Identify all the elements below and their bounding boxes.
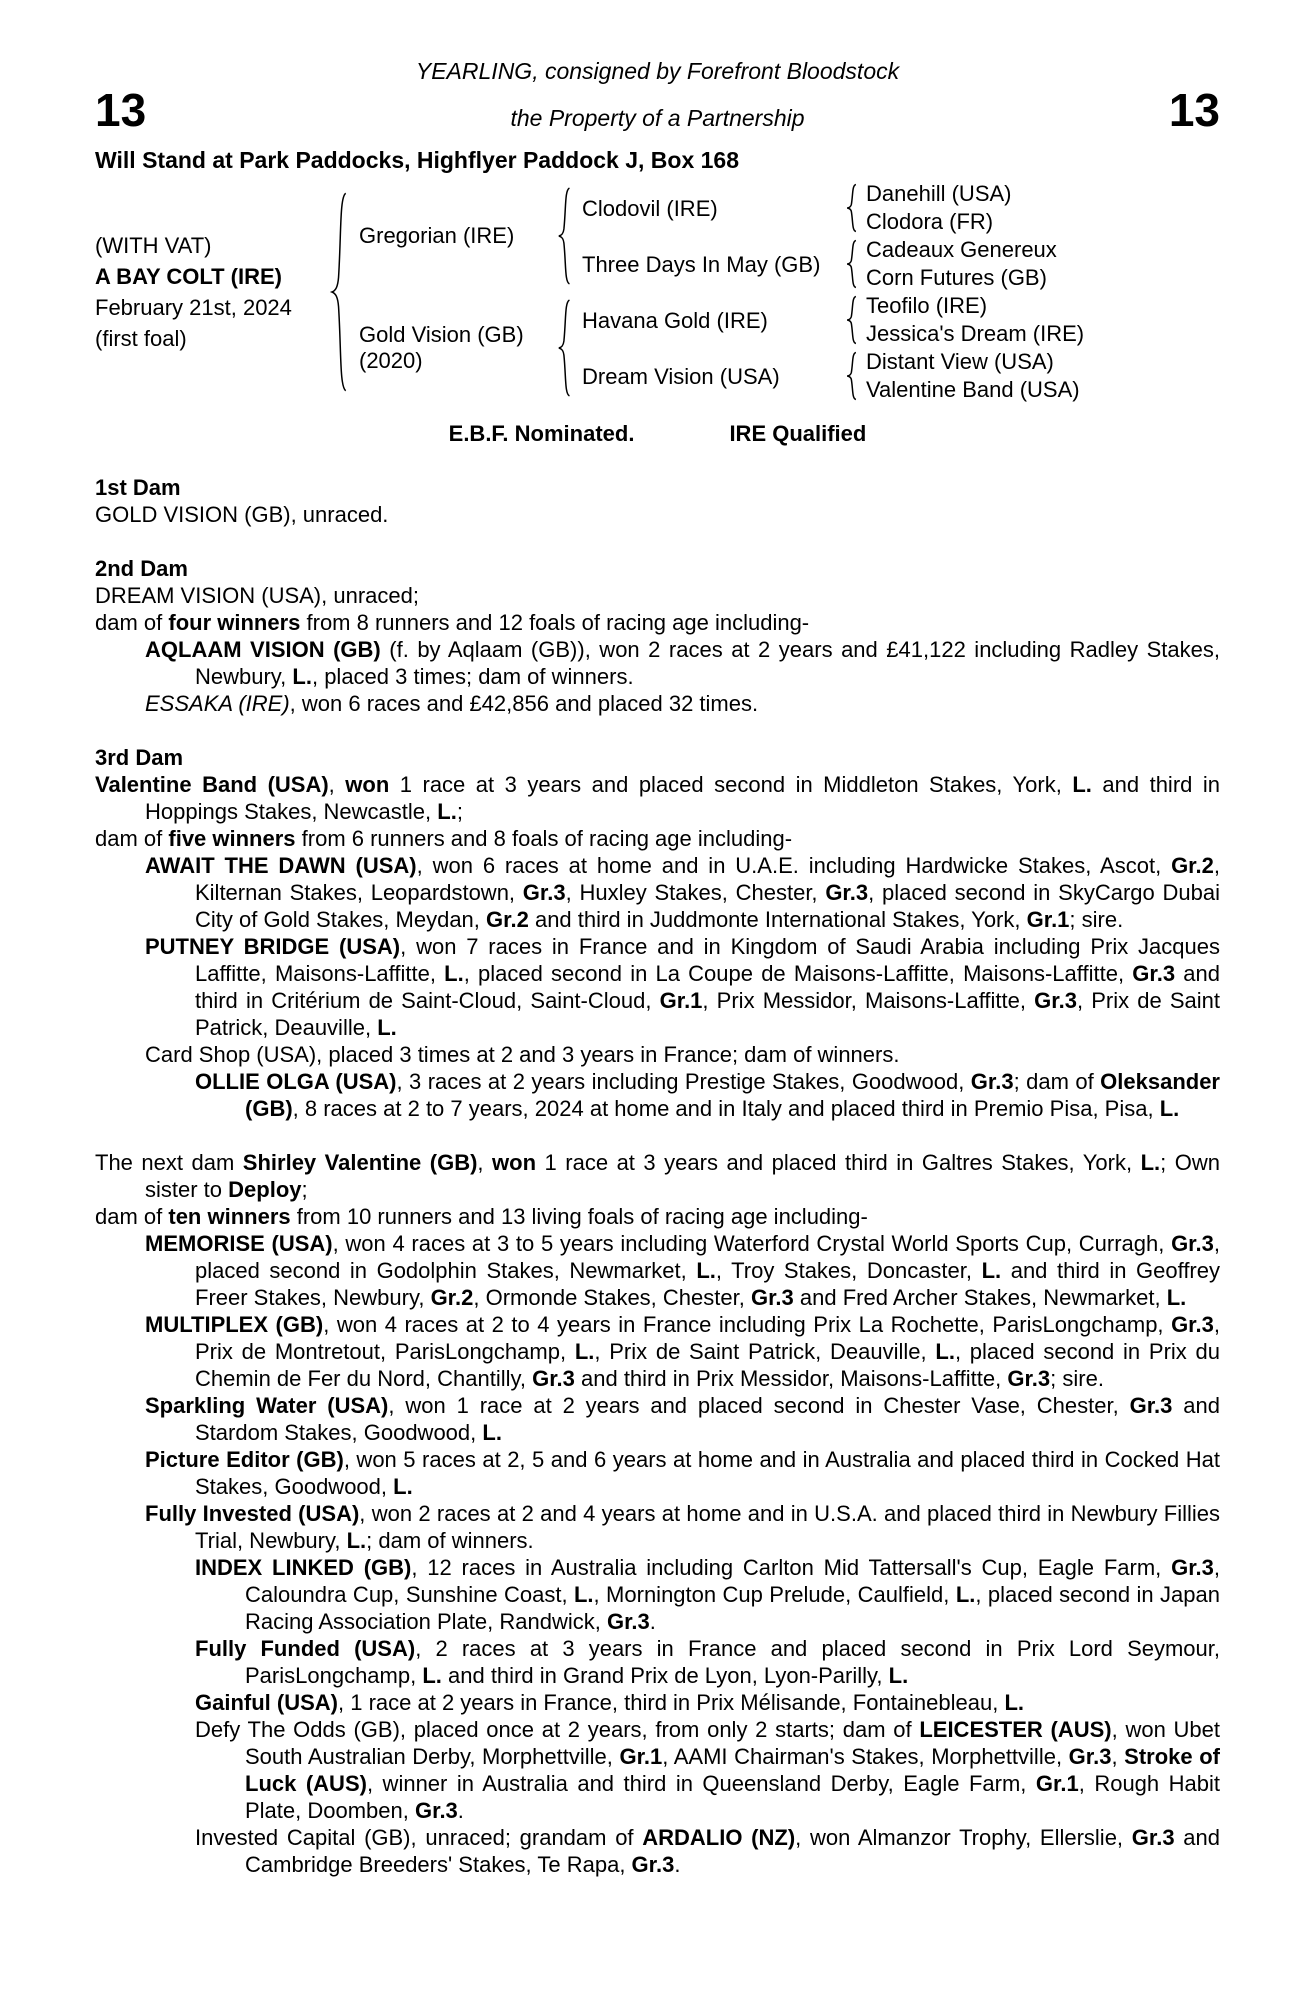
granddam-name: Three Days In May (GB)	[582, 251, 821, 277]
text-run: Gr.3	[631, 1852, 675, 1877]
text-run: ;	[456, 799, 463, 824]
text-run: , Kilternan Stakes, Leopardstown,	[195, 853, 1220, 905]
text-run: INDEX LINKED (GB)	[195, 1555, 412, 1580]
dam-name-text: Gold Vision (GB)	[359, 322, 524, 347]
foal-note: (first foal)	[95, 326, 187, 351]
text-run: L.	[935, 1339, 955, 1364]
text-run: ,	[328, 772, 346, 797]
text-run: , won 6 races at home and in U.A.E. including Hardwicke Stakes, Ascot,	[416, 853, 1172, 878]
pedigree-paragraph	[95, 1068, 1220, 1122]
dam-section	[95, 474, 1220, 528]
pedigree-paragraph	[95, 1311, 1220, 1392]
consignor-line: YEARLING, consigned by Forefront Bloodstock	[415, 58, 900, 84]
vat-note: (WITH VAT)	[95, 233, 212, 258]
text-run: from 6 runners and 8 foals of racing age including-	[295, 826, 793, 851]
text-run: and third in Grand Prix de Lyon, Lyon-Parilly,	[441, 1663, 889, 1688]
text-run: L.	[377, 1015, 397, 1040]
pedigree-paragraph	[95, 771, 1220, 825]
text-run: , AAMI Chairman's Stakes, Morphettville,	[662, 1744, 1069, 1769]
text-run: , 1 race at 2 years in France, third in Prix Mélisande, Fontainebleau,	[338, 1690, 1005, 1715]
text-run: Gr.3	[1171, 1231, 1214, 1256]
text-run: L.	[393, 1474, 413, 1499]
pedigree-paragraph	[95, 582, 1220, 609]
section-heading: 3rd Dam	[95, 745, 184, 770]
text-run: , Mornington Cup Prelude, Caulfield,	[593, 1582, 956, 1607]
text-run: AQLAAM VISION (GB)	[145, 637, 381, 662]
sire-parents	[572, 180, 1057, 292]
text-run: Gr.2	[1171, 853, 1214, 878]
text-run: Gr.3	[1007, 1366, 1051, 1391]
pedigree-paragraph	[95, 1041, 1220, 1068]
text-run: L.	[1004, 1690, 1025, 1715]
text-run: , placed second in Prix du Chemin de Fer du Nord, Chantilly,	[195, 1339, 1220, 1391]
text-run: (f. by Aqlaam (GB)), won 2 races at 2 years and £41,122 including Radley Stakes, Newbury,	[195, 637, 1220, 689]
text-run: , Rough Habit Plate, Doomben,	[245, 1771, 1220, 1823]
text-run: MULTIPLEX (GB)	[145, 1312, 324, 1337]
text-run: ;	[301, 1177, 308, 1202]
granddam-block	[572, 236, 1057, 292]
text-run: , Prix de Saint Patrick, Deauville,	[195, 988, 1220, 1040]
second-dam-block	[572, 348, 1084, 404]
text-run: and third in Critérium de Saint-Cloud, Saint-Cloud,	[195, 961, 1220, 1013]
text-run: , 12 races in Australia including Carlton Mid Tattersall's Cup, Eagle Farm,	[411, 1555, 1172, 1580]
text-run: L.	[346, 1528, 367, 1553]
text-run: , Prix de Saint Patrick, Deauville,	[594, 1339, 936, 1364]
sire-name	[349, 223, 555, 249]
text-run: and third in Hoppings Stakes, Newcastle,	[145, 772, 1220, 824]
text-run: from 10 runners and 13 living foals of racing age including-	[290, 1204, 868, 1229]
dam-block	[349, 292, 1084, 404]
text-run: , won Almanzor Trophy, Ellerslie,	[795, 1825, 1132, 1850]
text-run: Gr.3	[1171, 1555, 1214, 1580]
text-run: ,	[477, 1150, 493, 1175]
brace-icon	[844, 351, 858, 401]
text-run: Sparkling Water (USA)	[145, 1393, 389, 1418]
text-run: MEMORISE (USA)	[145, 1231, 333, 1256]
text-run: Gr.2	[430, 1285, 474, 1310]
text-run: , won Ubet South Australian Derby, Morphettville,	[245, 1717, 1220, 1769]
text-run: , Caloundra Cup, Sunshine Coast,	[245, 1555, 1221, 1607]
lot-number-right: 13	[1168, 84, 1220, 136]
text-run: ,	[1111, 1744, 1125, 1769]
text-run: , won 7 races in France and in Kingdom of Saudi Arabia including Prix Jacques Laffitte, Maisons-Laffitte,	[195, 934, 1220, 986]
text-run: L.	[1166, 1285, 1187, 1310]
text-run: Fully Invested (USA)	[145, 1501, 360, 1526]
text-run: Shirley Valentine (GB)	[242, 1150, 478, 1175]
text-run: ten winners	[168, 1204, 291, 1229]
great-grandparent-name: Teofilo (IRE)	[866, 293, 988, 318]
text-run: dam of	[95, 610, 169, 635]
pedigree-paragraph	[95, 636, 1220, 690]
damsire-block	[572, 292, 1084, 348]
pedigree-parents	[349, 180, 1084, 404]
text-run: ARDALIO (NZ)	[642, 1825, 796, 1850]
grandsire-block	[572, 180, 1057, 236]
lot-number-left: 13	[95, 84, 147, 136]
text-run: Gr.3	[1034, 988, 1077, 1013]
text-run: AWAIT THE DAWN (USA)	[145, 853, 417, 878]
text-run: Valentine Band (USA)	[95, 772, 329, 797]
text-run: four winners	[168, 610, 301, 635]
text-run: Gr.3	[606, 1609, 650, 1634]
text-run: L.	[888, 1663, 909, 1688]
great-grandparent-name: Danehill (USA)	[866, 181, 1012, 206]
text-run: Gr.3	[532, 1366, 575, 1391]
text-run: L.	[292, 664, 312, 689]
dam-section	[95, 555, 1220, 717]
text-run: , winner in Australia and third in Queensland Derby, Eagle Farm,	[366, 1771, 1036, 1796]
text-run: ; sire.	[1069, 907, 1124, 932]
text-run: , 3 races at 2 years including Prestige Stakes, Goodwood,	[396, 1069, 971, 1094]
text-run: and third in Geoffrey Freer Stakes, Newbury,	[195, 1258, 1220, 1310]
text-run: Gr.3	[1132, 961, 1176, 986]
text-run: The next dam	[95, 1150, 243, 1175]
text-run: L.	[444, 961, 464, 986]
text-run: Gr.3	[1129, 1393, 1173, 1418]
page-content	[95, 58, 1220, 1878]
pedigree-paragraph	[95, 1554, 1220, 1635]
text-run: , placed 3 times; dam of winners.	[311, 664, 634, 689]
text-run: OLLIE OLGA (USA)	[195, 1069, 397, 1094]
text-run: .	[457, 1798, 464, 1823]
ire-qualified-label: IRE Qualified	[729, 421, 867, 446]
text-run: , placed second in Japan Racing Association Plate, Randwick,	[245, 1582, 1220, 1634]
brace-icon	[327, 187, 349, 397]
text-run: Gr.3	[1171, 1312, 1214, 1337]
text-run: and third in Juddmonte International Stakes, York,	[528, 907, 1027, 932]
property-line: the Property of a Partnership	[510, 105, 805, 131]
brace-icon	[844, 239, 858, 289]
text-run: Defy The Odds (GB), placed once at 2 years, from only 2 starts; dam of	[195, 1717, 920, 1742]
text-run: PUTNEY BRIDGE (USA)	[145, 934, 401, 959]
dam-year-text: (2020)	[359, 348, 423, 373]
text-run: , won 4 races at 3 to 5 years including Waterford Crystal World Sports Cup, Curragh,	[332, 1231, 1172, 1256]
second-dam-name: Dream Vision (USA)	[582, 363, 780, 389]
animal-info	[95, 230, 327, 354]
text-run: Gr.3	[522, 880, 566, 905]
text-run: Fully Funded (USA)	[195, 1636, 416, 1661]
brace-icon	[555, 185, 572, 287]
great-grandparents	[858, 180, 1012, 236]
pedigree-table	[95, 180, 1220, 404]
great-grandparents	[858, 348, 1080, 404]
text-run: , won 1 race at 2 years and placed second in Chester Vase, Chester,	[388, 1393, 1130, 1418]
text-run: , 2 races at 3 years in France and placed second in Prix Lord Seymour, ParisLongchamp,	[245, 1636, 1220, 1688]
text-run: Gr.3	[1068, 1744, 1112, 1769]
sire-block	[349, 180, 1084, 292]
pedigree-paragraph	[95, 933, 1220, 1041]
text-run: L.	[437, 799, 457, 824]
pedigree-paragraph	[95, 1446, 1220, 1500]
pedigree-paragraph	[95, 1500, 1220, 1554]
section-heading: 1st Dam	[95, 475, 181, 500]
text-run: , won 4 races at 2 to 4 years in France including Prix La Rochette, ParisLongchamp,	[323, 1312, 1172, 1337]
catalog-body	[95, 474, 1220, 1878]
ebf-nominated-label: E.B.F. Nominated.	[448, 421, 635, 446]
foal-date: February 21st, 2024	[95, 295, 292, 320]
text-run: , won 5 races at 2, 5 and 6 years at home and in Australia and placed third in Cocked Hat Stakes, Goodwood,	[195, 1447, 1221, 1499]
pedigree-paragraph	[95, 1635, 1220, 1689]
text-run: , Ormonde Stakes, Chester,	[473, 1285, 751, 1310]
text-run: , Prix de Montretout, ParisLongchamp,	[195, 1312, 1220, 1364]
sire-name-text: Gregorian (IRE)	[359, 223, 515, 248]
pedigree-paragraph	[95, 852, 1220, 933]
text-run: L.	[1140, 1150, 1161, 1175]
stand-location-line: Will Stand at Park Paddocks, Highflyer Paddock J, Box 168	[95, 147, 739, 173]
text-run: .	[649, 1609, 656, 1634]
text-run: ; dam of winners.	[366, 1528, 534, 1553]
great-grandparents	[858, 292, 1084, 348]
brace-icon	[844, 183, 858, 233]
text-run: Gr.3	[970, 1069, 1014, 1094]
text-run: Gr.1	[619, 1744, 663, 1769]
text-run: L.	[573, 1582, 594, 1607]
pedigree-paragraph	[95, 1716, 1220, 1824]
text-run: won	[492, 1150, 537, 1175]
text-run: DREAM VISION (USA), unraced;	[95, 583, 419, 608]
text-run: L.	[422, 1663, 442, 1688]
text-run: L.	[1072, 772, 1092, 797]
pedigree-paragraph	[95, 609, 1220, 636]
text-run: Gr.3	[750, 1285, 794, 1310]
text-run: L.	[1159, 1096, 1180, 1121]
great-grandparent-name: Cadeaux Genereux	[866, 237, 1057, 262]
text-run: and Cambridge Breeders' Stakes, Te Rapa,	[245, 1825, 1220, 1877]
great-grandparent-name: Valentine Band (USA)	[866, 377, 1080, 402]
text-run: Gr.3	[825, 880, 869, 905]
dam-section	[95, 744, 1220, 1122]
text-run: ; dam of	[1013, 1069, 1101, 1094]
text-run: Picture Editor (GB)	[145, 1447, 344, 1472]
pedigree-paragraph	[95, 825, 1220, 852]
pedigree-paragraph	[95, 1392, 1220, 1446]
text-run: Oleksander (GB)	[245, 1069, 1220, 1121]
text-run: , Troy Stakes, Doncaster,	[715, 1258, 982, 1283]
text-run: Gr.1	[1035, 1771, 1079, 1796]
pedigree-paragraph	[95, 1230, 1220, 1311]
text-run: five winners	[168, 826, 296, 851]
text-run: and third in Prix Messidor, Maisons-Laffitte,	[574, 1366, 1008, 1391]
text-run: and Stardom Stakes, Goodwood,	[195, 1393, 1220, 1445]
text-run: Stroke of Luck (AUS)	[245, 1744, 1220, 1796]
text-run: 1 race at 3 years and placed second in Middleton Stakes, York,	[389, 772, 1073, 797]
text-run: Gr.1	[1026, 907, 1070, 932]
dam-parents	[572, 292, 1084, 404]
text-run: won	[345, 772, 390, 797]
text-run: .	[674, 1852, 681, 1877]
text-run: Gr.2	[486, 907, 529, 932]
animal-name: A BAY COLT (IRE)	[95, 264, 283, 289]
text-run: , won 6 races and £42,856 and placed 32 times.	[289, 691, 759, 716]
text-run: ; sire.	[1050, 1366, 1104, 1391]
text-run: L.	[482, 1420, 502, 1445]
text-run: dam of	[95, 1204, 169, 1229]
text-run: 1 race at 3 years and placed third in Galtres Stakes, York,	[536, 1150, 1141, 1175]
text-run: LEICESTER (AUS)	[919, 1717, 1112, 1742]
text-run: GOLD VISION (GB), unraced.	[95, 502, 389, 527]
text-run: Gr.3	[1131, 1825, 1175, 1850]
grandsire-name: Clodovil (IRE)	[582, 195, 718, 221]
brace-icon	[555, 297, 572, 399]
pedigree-paragraph	[95, 1689, 1220, 1716]
great-grandparent-name: Jessica's Dream (IRE)	[866, 321, 1085, 346]
text-run: Invested Capital (GB), unraced; grandam of	[195, 1825, 643, 1850]
great-grandparent-name: Corn Futures (GB)	[866, 265, 1047, 290]
text-run: Card Shop (USA), placed 3 times at 2 and 3 years in France; dam of winners.	[145, 1042, 900, 1067]
text-run: Gr.1	[659, 988, 703, 1013]
dam-name	[349, 322, 555, 374]
brace-icon	[844, 295, 858, 345]
great-grandparent-name: Distant View (USA)	[866, 349, 1054, 374]
text-run: L.	[955, 1582, 976, 1607]
text-run: L.	[574, 1339, 595, 1364]
text-run: ESSAKA (IRE)	[145, 691, 290, 716]
text-run: from 8 runners and 12 foals of racing age including-	[300, 610, 810, 635]
text-run: and Fred Archer Stakes, Newmarket,	[793, 1285, 1167, 1310]
text-run: L.	[981, 1258, 1002, 1283]
text-run: ; Own sister to	[145, 1150, 1221, 1202]
text-run: Deploy	[228, 1177, 302, 1202]
pedigree-paragraph	[95, 690, 1220, 717]
dam-section	[95, 1149, 1220, 1878]
text-run: , Prix Messidor, Maisons-Laffitte,	[702, 988, 1035, 1013]
section-heading: 2nd Dam	[95, 556, 188, 581]
text-run: , Huxley Stakes, Chester,	[565, 880, 826, 905]
text-run: , placed second in Godolphin Stakes, Newmarket,	[195, 1231, 1220, 1283]
great-grandparents	[858, 236, 1057, 292]
text-run: L.	[696, 1258, 716, 1283]
damsire-name: Havana Gold (IRE)	[582, 307, 768, 333]
text-run: Gr.3	[414, 1798, 458, 1823]
text-run: , placed second in SkyCargo Dubai City of Gold Stakes, Meydan,	[195, 880, 1220, 932]
pedigree-paragraph	[95, 1824, 1220, 1878]
great-grandparent-name: Clodora (FR)	[866, 209, 994, 234]
text-run: Gainful (USA)	[195, 1690, 338, 1715]
lot-row	[95, 84, 1220, 136]
pedigree-paragraph	[95, 1203, 1220, 1230]
text-run: , 8 races at 2 to 7 years, 2024 at home and in Italy and placed third in Premio Pisa, Pisa,	[292, 1096, 1160, 1121]
pedigree-paragraph	[95, 501, 1220, 528]
qualification-row	[95, 420, 1220, 447]
text-run: dam of	[95, 826, 169, 851]
text-run: , won 2 races at 2 and 4 years at home and in U.S.A. and placed third in Newbury Fillies Trial, Newbury,	[195, 1501, 1221, 1553]
pedigree-paragraph	[95, 1149, 1220, 1203]
text-run: , placed second in La Coupe de Maisons-Laffitte, Maisons-Laffitte,	[463, 961, 1133, 986]
